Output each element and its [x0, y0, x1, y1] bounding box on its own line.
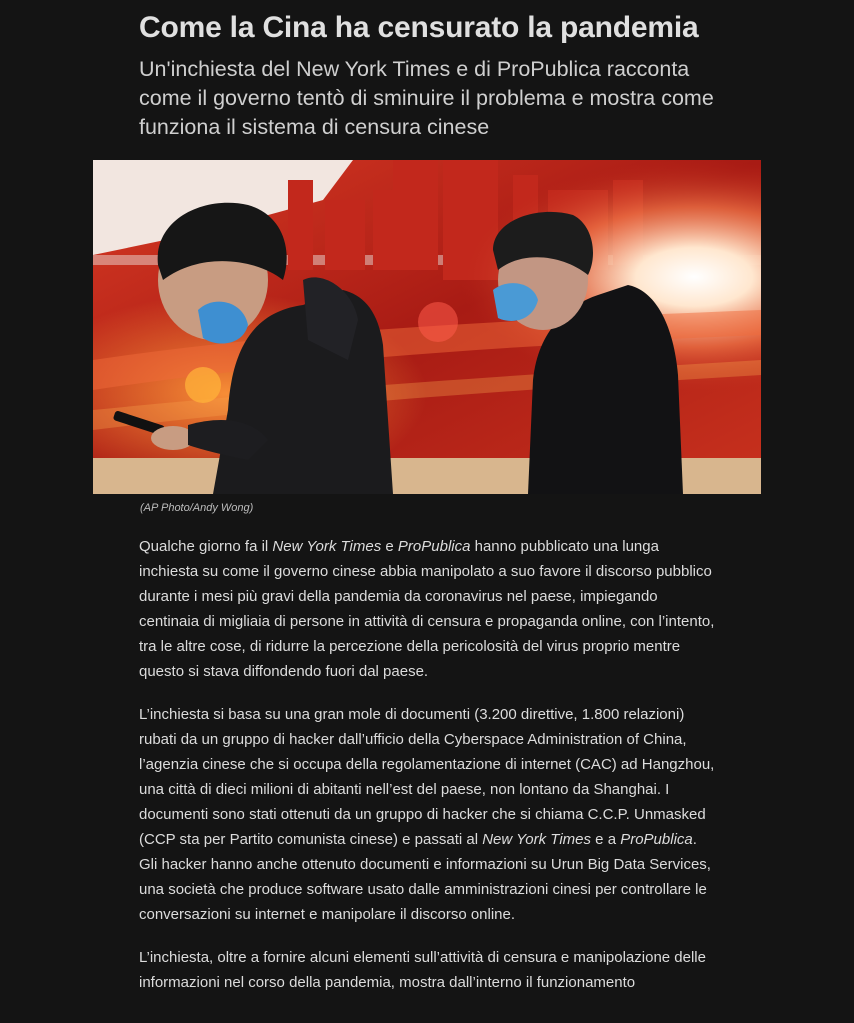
- article-body: [139, 534, 719, 1013]
- paragraph-text: . Gli hacker hanno anche ottenuto documenti e informazioni su Urun Big Data Services, una società che produce software usato dalle amministrazioni cinesi per controllare le conversazioni su internet e manipolare il discorso online.: [139, 831, 711, 923]
- article-subtitle: Un'inchiesta del New York Times e di ProPublica racconta come il governo tentò di sminuire il problema e mostra come funziona il sistema di censura cinese: [139, 57, 714, 139]
- publication-name: New York Times: [272, 538, 382, 555]
- paragraph-text: hanno pubblicato una lunga inchiesta su come il governo cinese abbia manipolato a suo favore il discorso pubblico durante i mesi più gravi della pandemia da coronavirus nel paese, impiegando centinaia di migliaia di persone in attività di censura e propaganda online, con l’intento, tra le altre cose, di ridurre la percezione della pericolosità del virus proprio mentre questo si stava diffondendo fuori dal paese.: [139, 538, 715, 680]
- paragraph-text: e: [381, 538, 398, 555]
- article-photo: [93, 160, 761, 494]
- paragraph-text: e a: [591, 831, 621, 848]
- paragraph-text: Qualche giorno fa il: [139, 538, 273, 555]
- paragraph-text: L’inchiesta, oltre a fornire alcuni elementi sull’attività di censura e manipolazione delle informazioni nel corso della pandemia, mostra dall’interno il funzionamento: [139, 949, 706, 991]
- body-paragraph: [139, 945, 719, 995]
- paragraph-text: L’inchiesta si basa su una gran mole di documenti (3.200 direttive, 1.800 relazioni) rubati da un gruppo di hacker dall’ufficio della Cyberspace Administration of China, l’agenzia cinese che si occupa della regolamentazione di internet (CAC) ad Hangzhou, una città di dieci milioni di abitanti nell’est del paese, non lontano da Shanghai. I documenti sono stati ottenuti da un gruppo di hacker che si chiama C.C.P. Unmasked (CCP sta per Partito comunista cinese) e passati al: [139, 706, 715, 848]
- body-paragraph: [139, 534, 719, 684]
- body-paragraph: [139, 702, 719, 927]
- photo-illustration: [93, 160, 761, 494]
- article-title: Come la Cina ha censurato la pandemia: [139, 11, 699, 44]
- publication-name: ProPublica: [397, 538, 471, 555]
- publication-name: ProPublica: [620, 831, 693, 848]
- publication-name: New York Times: [482, 831, 592, 848]
- photo-caption: (AP Photo/Andy Wong): [140, 502, 254, 514]
